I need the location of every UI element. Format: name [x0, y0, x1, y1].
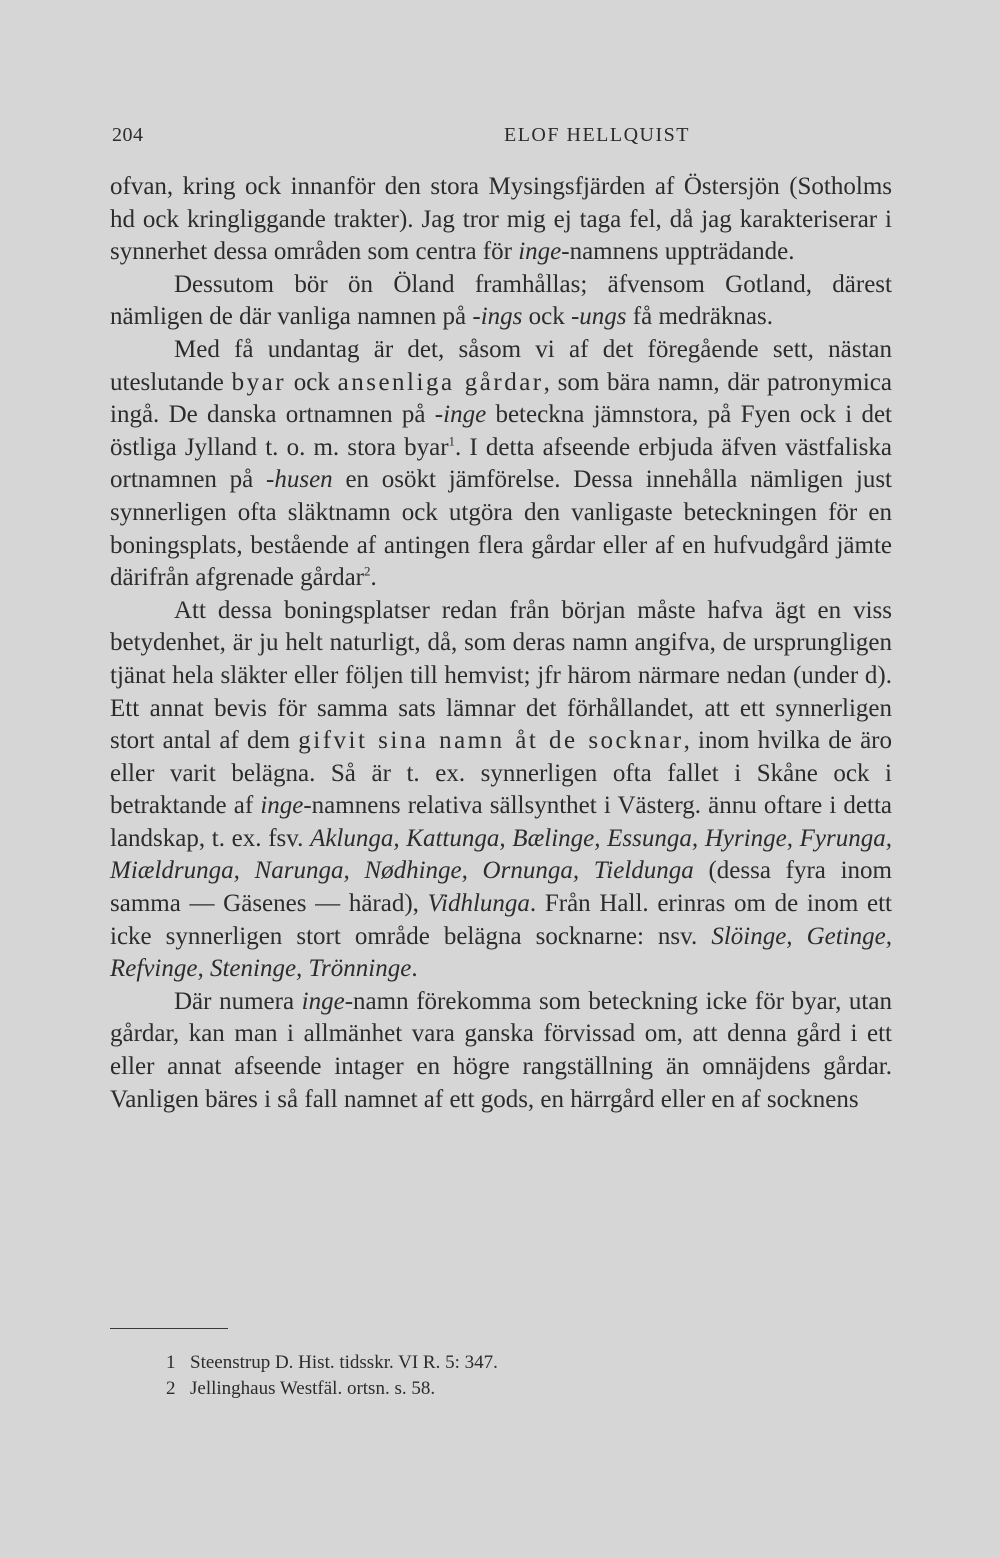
paragraph-1 [110, 171, 892, 269]
text-run: Med få undantag är det, såsom vi af det föregående sett, nästan uteslutande [110, 335, 892, 396]
text-run: -namnens uppträdande. [561, 238, 795, 266]
spaced-emphasis: ansenliga gårdar [337, 368, 544, 396]
italic-term: -inge [434, 401, 487, 429]
footnote-text: Jellinghaus Westfäl. ortsn. s. 58. [190, 1378, 436, 1399]
text-run: , inom hvilka de äro eller varit belägna. Så är t. ex. synnerligen ofta fallet i Skåne ock i betraktande af [110, 727, 892, 820]
italic-place-names: Aklunga, Kattunga, Bælinge, Essunga, Hyringe, Fyrunga, Miældrunga, Narunga, Nødhinge, Ornunga, Tieldunga [110, 824, 893, 885]
spaced-emphasis: gifvit sina namn åt de socknar [298, 727, 684, 755]
text-run: (dessa fyra inom samma — Gäsenes — härad), [110, 857, 892, 918]
text-run: beteckna jämnstora, på Fyen ock i det östliga Jylland t. o. m. stora byar [110, 401, 892, 461]
text-run: Där numera [174, 987, 302, 1015]
text-run: ock [286, 368, 338, 396]
paragraph-3 [110, 334, 892, 595]
text-run: -namn förekomma som beteckning icke för byar, utan gårdar, kan man i allmänhet vara ganska förvissad om, att denna gård i ett eller annat afseende intager en högre rangställning än omnäjdens gårdar. Vanligen bäres i så fall namnet af ett gods, en härrgård eller en af socknens [110, 987, 892, 1113]
text-run: . [370, 564, 377, 592]
footnote-ref-2: 2 [364, 563, 371, 579]
text-run: . I detta afseende erbjuda äfven västfaliska ortnamnen på [110, 433, 892, 494]
page-number: 204 [112, 124, 144, 146]
footnote-number: 1 [166, 1352, 176, 1373]
italic-term: -ungs [570, 303, 627, 331]
text-run: , som bära namn, där patronymica ingå. De danska ortnamnen på [110, 368, 892, 429]
text-run: en osökt jämförelse. Dessa innehålla nämligen just synnerligen ofta släktnamn ock utgöra den vanligaste beteckningen för en boningsplats, bestående af antingen flera gårdar eller af en hufvudgård jämte därifrån afgrenade gårdar [110, 466, 892, 592]
text-run: Att dessa boningsplatser redan från början måste hafva ägt en viss betydenhet, är ju helt naturligt, då, som deras namn angifva, de ursprungligen tjänat hela släkter eller följen till hemvist; jfr härom närmare nedan (under d). Ett annat bevis för samma sats lämnar det förhållandet, att ett synnerligen stort antal af dem [110, 596, 892, 755]
text-run: . Från Hall. erinras om de inom ett icke synnerligen stort område belägna socknarne: nsv. [110, 890, 892, 950]
footnotes [166, 1350, 866, 1402]
footnote-text: Steenstrup D. Hist. tidsskr. VI R. 5: 347. [190, 1352, 498, 1373]
paragraph-2 [110, 269, 892, 334]
footnote-number: 2 [166, 1378, 176, 1399]
italic-term: -ings [472, 303, 523, 331]
text-run: . [411, 955, 418, 983]
text-run: ofvan, kring ock innanför den stora Mysingsfjärden af Östersjön (Sotholms hd ock kringliggande trakter). Jag tror mig ej taga fel, då jag karakteriserar i synnerhet dessa områden som centra för [110, 173, 892, 266]
italic-term: inge [301, 987, 345, 1015]
footnote-1 [166, 1350, 866, 1376]
italic-term: -husen [266, 466, 333, 494]
italic-term: Vidhlunga [427, 890, 530, 918]
running-head [112, 124, 892, 150]
body-text [110, 171, 892, 1116]
italic-place-names: Slöinge, Getinge, Refvinge, Steninge, Trönninge [110, 922, 892, 983]
spaced-emphasis: byar [231, 368, 287, 396]
paragraph-5 [110, 986, 892, 1116]
text-run: ock [522, 303, 571, 331]
italic-term: inge [518, 238, 562, 266]
footnote-ref-1: 1 [448, 433, 456, 449]
running-head-author: ELOF HELLQUIST [504, 124, 690, 146]
text-run: Dessutom bör ön Öland framhållas; äfvensom Gotland, därest nämligen de där vanliga namnen på [110, 270, 892, 331]
footnote-2 [166, 1376, 866, 1402]
footnote-divider [110, 1328, 228, 1329]
text-run: -namnens relativa sällsynthet i Västerg. ännu oftare i detta landskap, t. ex. fsv. [110, 792, 893, 852]
paragraph-4 [110, 595, 892, 986]
text-run: få medräknas. [626, 303, 774, 331]
italic-term: inge [260, 792, 304, 820]
